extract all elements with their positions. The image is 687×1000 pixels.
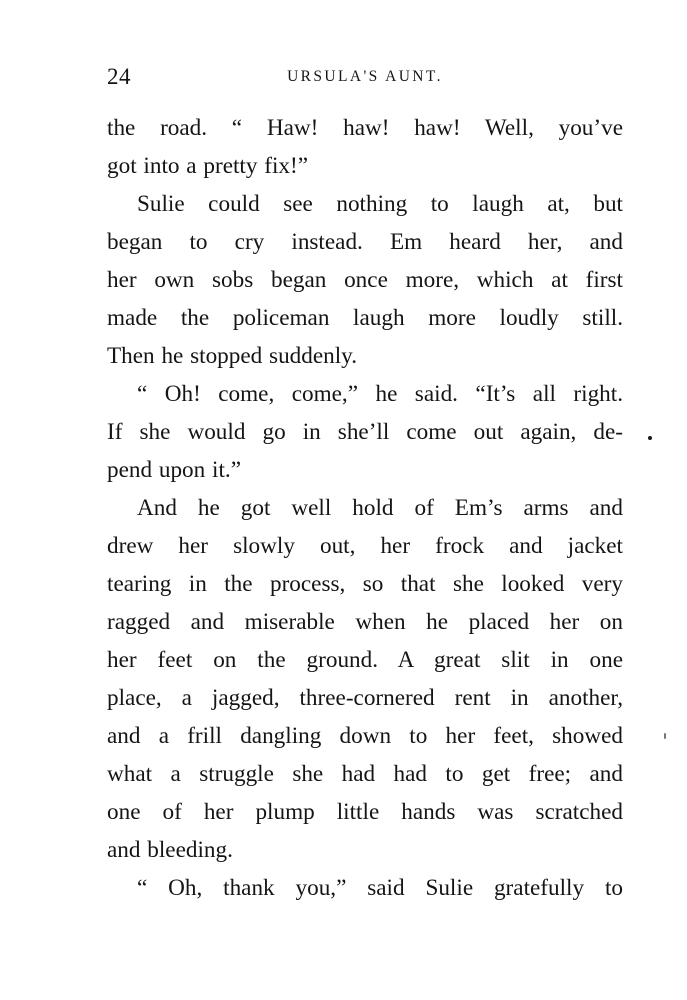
text-line: and bleeding.: [107, 837, 233, 863]
text-line: ragged and miserable when he placed her on: [107, 609, 623, 635]
page-number: 24: [107, 64, 131, 89]
margin-speck: [648, 436, 652, 440]
text-line: pend upon it.”: [107, 457, 242, 483]
running-head: [107, 64, 623, 90]
text-line: If she would go in she’ll come out again, de-: [107, 419, 623, 445]
running-title: URSULA'S AUNT.: [287, 68, 443, 85]
text-line: “ Oh, thank you,” said Sulie gratefully to: [137, 875, 623, 901]
text-line: And he got well hold of Em’s arms and: [137, 495, 623, 521]
text-line: made the policeman laugh more loudly still.: [107, 305, 623, 331]
text-line: her feet on the ground. A great slit in one: [107, 647, 623, 673]
body-text: [107, 109, 623, 907]
text-line: Sulie could see nothing to laugh at, but: [137, 191, 623, 217]
text-line: Then he stopped suddenly.: [107, 343, 358, 369]
text-line: and a frill dangling down to her feet, showed: [107, 723, 623, 749]
text-line: the road. “ Haw! haw! haw! Well, you’ve: [107, 115, 623, 141]
text-line: her own sobs began once more, which at first: [107, 267, 623, 293]
text-line: what a struggle she had had to get free; and: [107, 761, 623, 787]
text-line: “ Oh! come, come,” he said. “It’s all right.: [137, 381, 623, 407]
margin-speck: [664, 733, 666, 739]
text-line: began to cry instead. Em heard her, and: [107, 229, 623, 255]
text-line: place, a jagged, three-cornered rent in another,: [107, 685, 623, 711]
text-line: tearing in the process, so that she looked very: [107, 571, 623, 597]
text-line: one of her plump little hands was scratched: [107, 799, 623, 825]
text-line: got into a pretty fix!”: [107, 153, 309, 179]
text-line: drew her slowly out, her frock and jacket: [107, 533, 623, 559]
